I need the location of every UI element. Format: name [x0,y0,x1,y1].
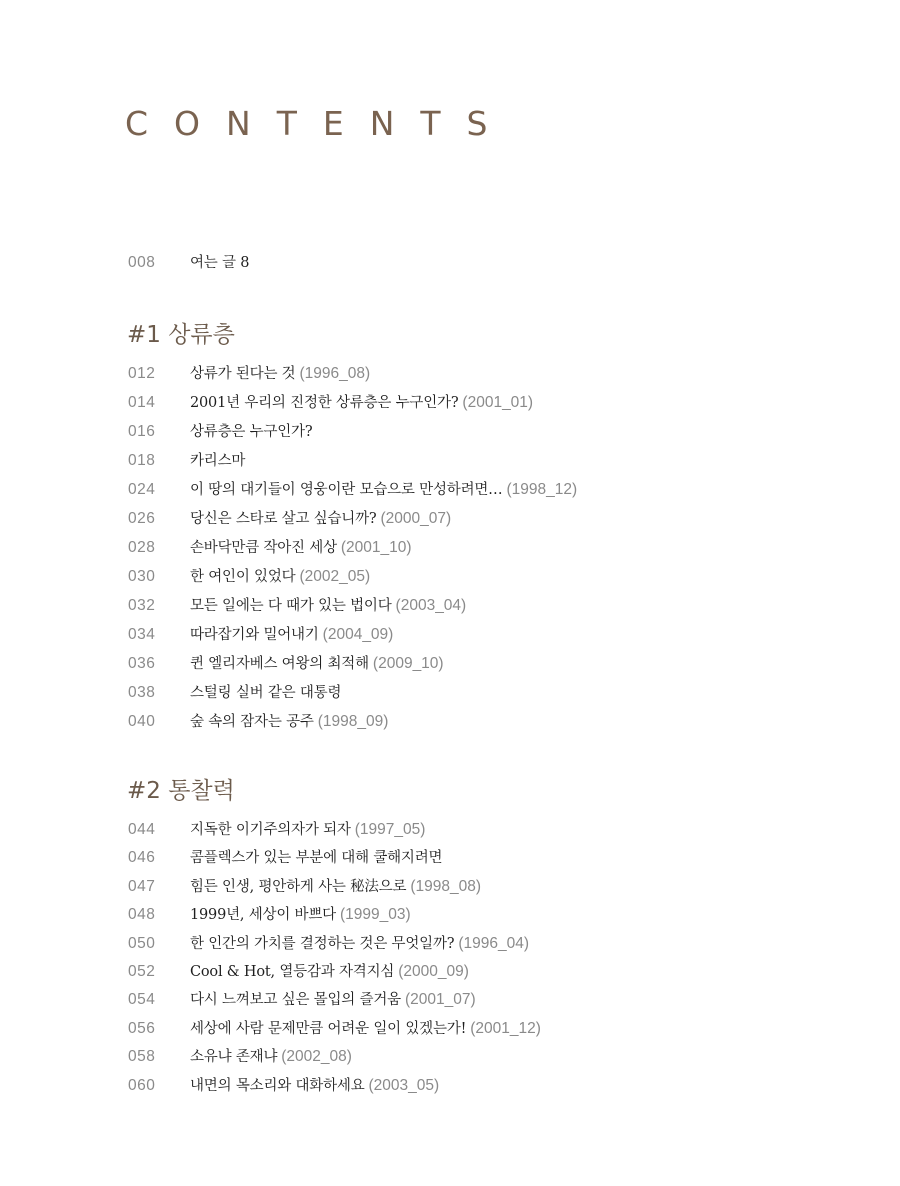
entry-date: (2004_09) [322,626,394,643]
toc-entry[interactable] [128,419,312,443]
page-number: 056 [128,1019,156,1037]
page-number: 048 [128,906,156,924]
toc-entry[interactable] [128,535,412,559]
toc-entry[interactable] [128,448,245,472]
entry-date: (1996_08) [299,365,371,382]
toc-entry[interactable] [128,902,411,926]
entry-title: 따라잡기와 밀어내기 [190,627,319,643]
entry-title: 한 인간의 가치를 결정하는 것은 무엇일까? [190,935,455,952]
entry-title: 이 땅의 대기들이 영웅이란 모습으로 만성하려면… [190,482,503,498]
entry-date: (2001_12) [470,1019,541,1037]
entry-title: 다시 느껴보고 싶은 몰입의 즐거움 [190,992,401,1009]
page-number: 018 [128,452,156,469]
toc-entry[interactable] [128,874,481,898]
entry-title: 내면의 목소리와 대화하세요 [190,1077,365,1094]
entry-title: 2001년 우리의 진정한 상류층은 누구인가? [190,395,459,411]
entry-title: 여는 글 8 [190,255,250,271]
entry-date: (1997_05) [354,821,426,838]
page-number: 038 [128,684,156,701]
toc-entry[interactable] [128,477,577,501]
toc-entry[interactable] [128,1016,541,1040]
page-number: 012 [128,365,156,382]
section-heading-1: #1 상류층 [127,322,235,348]
entry-date: (2009_10) [372,655,444,672]
page-title: CONTENTS [125,104,514,143]
toc-entry[interactable] [128,1044,352,1068]
toc-entry[interactable] [128,506,451,530]
entry-date: (2000_07) [380,510,452,527]
page-number: 036 [128,655,156,672]
entry-date: (2002_05) [299,568,371,585]
entry-title: 숲 속의 잠자는 공주 [190,714,314,730]
page-number: 026 [128,510,156,527]
page-number: 046 [128,849,156,867]
entry-title: 상류가 된다는 것 [190,366,296,382]
page-number: 058 [128,1048,156,1066]
page-number: 052 [128,963,156,980]
entry-date: (2001_10) [340,539,412,556]
entry-title: 소유냐 존재냐 [190,1049,278,1066]
entry-title: 카리스마 [190,453,246,469]
page-number: 014 [128,394,156,411]
entry-title: 1999년, 세상이 바쁘다 [190,907,336,924]
page-number: 024 [128,481,156,498]
toc-entry[interactable] [128,361,370,385]
entry-title: 당신은 스타로 살고 싶습니까? [190,511,377,527]
entry-title: 손바닥만큼 작아진 세상 [190,540,337,556]
entry-date: (2003_04) [395,597,467,614]
section-heading-2: #2 통찰력 [127,778,235,804]
toc-entry[interactable] [128,1073,439,1097]
entry-date: (1998_08) [410,877,482,895]
page-number: 030 [128,568,156,585]
toc-entry[interactable] [128,817,425,841]
toc-entry[interactable] [128,845,442,869]
page-number: 054 [128,991,156,1009]
entry-date: (2003_05) [368,1076,440,1094]
page-number: 050 [128,934,156,952]
entry-date: (2001_01) [462,394,534,411]
entry-title: 한 여인이 있었다 [190,569,296,585]
entry-date: (1996_04) [458,934,530,952]
page-number: 044 [128,821,156,838]
page-number: 047 [128,877,156,895]
entry-title: 힘든 인생, 평안하게 사는 秘法으로 [190,878,407,895]
entry-title: 상류층은 누구인가? [190,424,313,440]
entry-date: (1998_12) [506,481,578,498]
toc-entry[interactable] [128,680,341,704]
entry-title: 스털링 실버 같은 대통령 [190,685,342,701]
entry-title: 모든 일에는 다 때가 있는 법이다 [190,598,392,614]
toc-entry[interactable] [128,651,444,675]
toc-entry[interactable] [128,959,469,983]
page-number: 016 [128,423,156,440]
toc-entry-intro[interactable] [128,250,249,274]
page-number: 034 [128,626,156,643]
page-number: 032 [128,597,156,614]
entry-date: (2001_07) [404,991,476,1009]
page-number: 028 [128,539,156,556]
toc-entry[interactable] [128,987,476,1011]
toc-entry[interactable] [128,931,529,955]
entry-title: 콤플렉스가 있는 부분에 대해 쿨해지려면 [190,850,443,867]
page-number: 008 [128,254,156,271]
entry-date: (2002_08) [281,1048,352,1066]
toc-entry[interactable] [128,564,370,588]
page-number: 040 [128,713,156,730]
entry-date: (1998_09) [317,713,389,730]
entry-date: (2000_09) [398,963,469,980]
toc-entry[interactable] [128,709,388,733]
entry-title: Cool & Hot, 열등감과 자격지심 [190,964,395,980]
toc-entry[interactable] [128,622,393,646]
page-number: 060 [128,1076,156,1094]
entry-title: 세상에 사람 문제만큼 어려운 일이 있겠는가! [190,1020,467,1037]
entry-date: (1999_03) [339,906,411,924]
entry-title: 지독한 이기주의자가 되자 [190,822,351,838]
toc-entry[interactable] [128,593,466,617]
toc-entry[interactable] [128,390,533,414]
entry-title: 퀸 엘리자베스 여왕의 최적해 [190,656,369,672]
